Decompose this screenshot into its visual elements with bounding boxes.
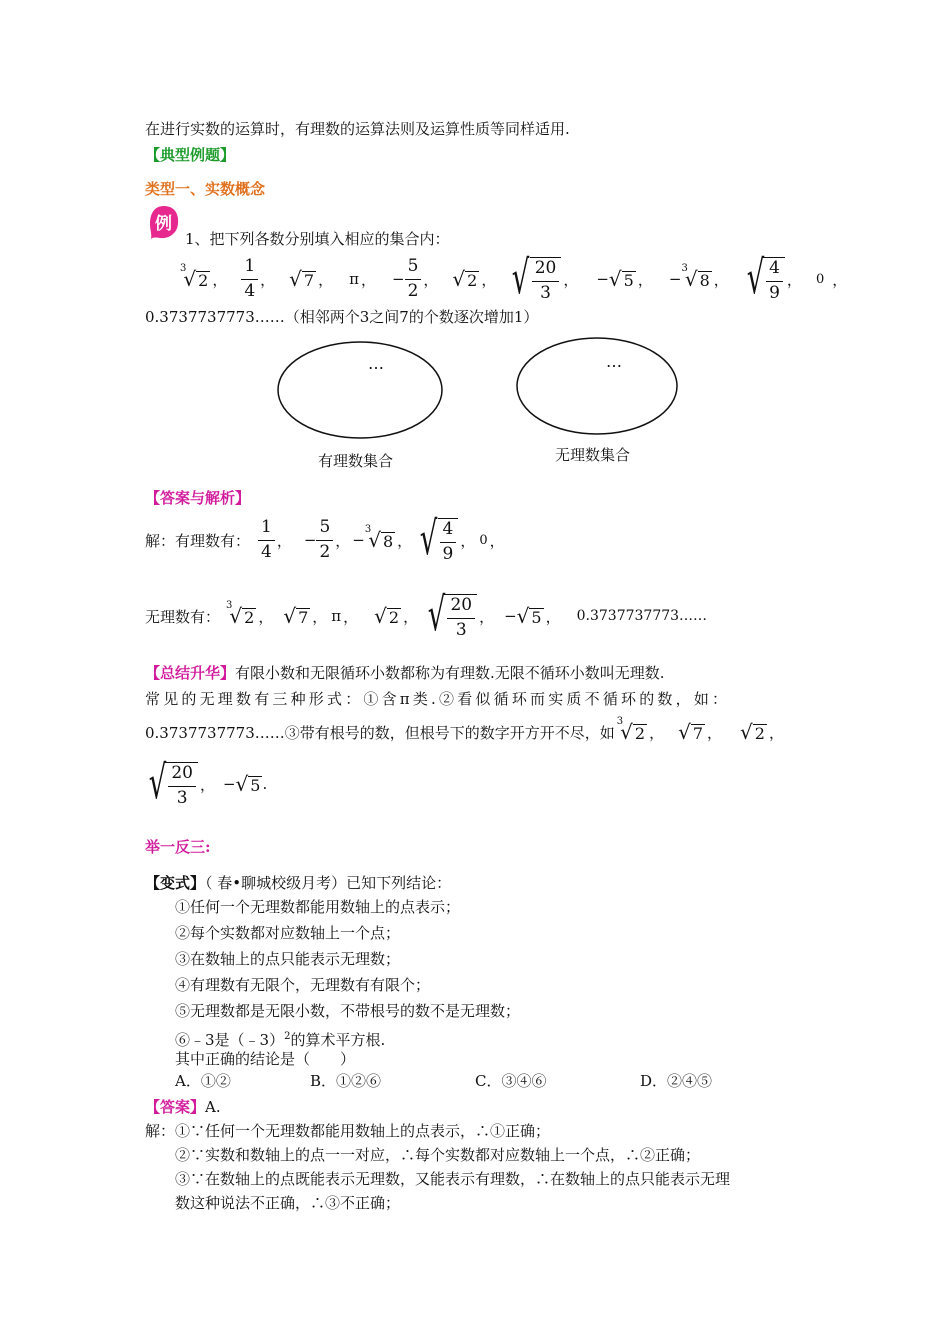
option-a[interactable]: A．①② [175, 1072, 231, 1090]
correct-prompt: 其中正确的结论是（ ） [175, 1050, 356, 1068]
option-c[interactable]: C．③④⑥ [475, 1072, 547, 1090]
example-badge-label: 例 [155, 214, 172, 234]
q1-decimal: 0.3737737773……（相邻两个3之间7的个数逐次增加1） [145, 308, 539, 326]
answer-line [145, 1094, 221, 1120]
answer-value: A. [205, 1098, 221, 1116]
sqrt-20-over-3: √ $\frac{20}{3}$ [508, 254, 561, 303]
option-b[interactable]: B．①②⑥ [310, 1072, 382, 1090]
solution-rational-row: 解：有理数有： $\frac{1}{4}$ ， − $\frac{5}{2}$ ， − 3 √ 8 ， √ $\frac{4}{9}$ ， 0 ， [145, 511, 505, 566]
statement-3: ③在数轴上的点只能表示无理数； [175, 950, 401, 968]
solution-irrational-label: 无理数有： [145, 607, 221, 626]
solution-line-1: 解：①∵任何一个无理数都能用数轴上的点表示，∴①正确； [145, 1122, 551, 1140]
summary-line-2: 常见的无理数有三种形式：①含π类.②看似循环而实质不循环的数，如： [145, 690, 731, 708]
variant-title: 【变式】 [145, 874, 206, 892]
practice-title: 举一反三: [145, 838, 211, 856]
rational-set-dots: … [368, 354, 384, 373]
solution-line-3: ③∵在数轴上的点既能表示无理数，又能表示有理数，∴在数轴上的点只能表示无理 [175, 1170, 731, 1188]
question-1: 1、把下列各数分别填入相应的集合内： [185, 230, 450, 248]
type-one-heading: 类型一、实数概念 [145, 180, 266, 198]
summary-line-4: √ $\frac{20}{3}$ ， − √ 5 . [148, 755, 268, 810]
example-badge-icon [148, 204, 180, 240]
answer-analysis-title: 【答案与解析】 [145, 489, 251, 507]
statement-5: ⑤无理数都是无限小数，不带根号的数不是无理数； [175, 1002, 521, 1020]
neg-sqrt-5: √ 5 [608, 266, 634, 291]
summary-line-3: 0.3737737773……③带有根号的数，但根号下的数字开方开不尽，如 3 √ 2 ， √ 7 ， √ 2 ， [145, 715, 784, 744]
sqrt-7: √ 7 [289, 266, 315, 291]
irrational-set-label: 无理数集合 [555, 446, 631, 464]
statement-2: ②每个实数都对应数轴上一个点； [175, 924, 401, 942]
statement-4: ④有理数有无限个，无理数有有限个； [175, 976, 431, 994]
answer-label: 【答案】 [145, 1098, 206, 1116]
rational-set-label: 有理数集合 [318, 452, 394, 470]
irrational-set-ellipse [515, 336, 681, 438]
pi: π [349, 270, 359, 288]
option-d[interactable]: D．②④⑤ [640, 1072, 713, 1090]
q1-number-list: 3 √ 2 ， $\frac{1}{4}$ ， √ 7 ， π ， − $\frac{5}{2}$ ， √ 2 ， √ $\frac{20}{3}$ ， − √ 5 ， − 3 √ 8 ， √ $\frac{4}{9}$ ， 0 ， [180, 250, 848, 305]
intro-line: 在进行实数的运算时，有理数的运算法则及运算性质等同样适用. [145, 120, 570, 138]
neg-cbrt-8: 3 √ 8 [681, 262, 710, 291]
sqrt-4-over-9: √ $\frac{4}{9}$ [743, 254, 785, 303]
sqrt-2: √ 2 [452, 266, 478, 291]
variant-line: 【变式】（ 春•聊城校级月考）已知下列结论： [145, 874, 452, 892]
rational-set-ellipse [276, 340, 446, 442]
solution-line-4: 数这种说法不正确，∴③不正确； [175, 1194, 401, 1212]
fraction-1-4: $\frac{1}{4}$ [241, 257, 258, 301]
section-typical-examples: 【典型例题】 [145, 146, 236, 164]
fraction-neg-5-2: $\frac{5}{2}$ [405, 257, 422, 301]
statement-6: ⑥﹣3是（﹣3）$^2$的算术平方根. [175, 1031, 386, 1049]
solution-irrational-row: 无理数有： 3 √ 2 ， √ 7 ， π ， √ 2 ， √ $\frac{20}{3}$ ， − √ 5 ， 0.3737737773…… [145, 587, 708, 642]
statement-1: ①任何一个无理数都能用数轴上的点表示； [175, 898, 461, 916]
solution-line-2: ②∵实数和数轴上的点一一对应，∴每个实数都对应数轴上一个点，∴②正确； [175, 1146, 701, 1164]
cbrt-2: 3 √ 2 [180, 262, 209, 291]
summary-title: 【总结升华】 [145, 664, 236, 682]
irrational-set-dots: … [606, 352, 622, 371]
zero: 0 [815, 271, 825, 287]
summary-line-1: 【总结升华】有限小数和无限循环小数都称为有理数.无限不循环小数叫无理数. [145, 664, 665, 682]
solution-rational-label: 解：有理数有： [145, 531, 251, 550]
